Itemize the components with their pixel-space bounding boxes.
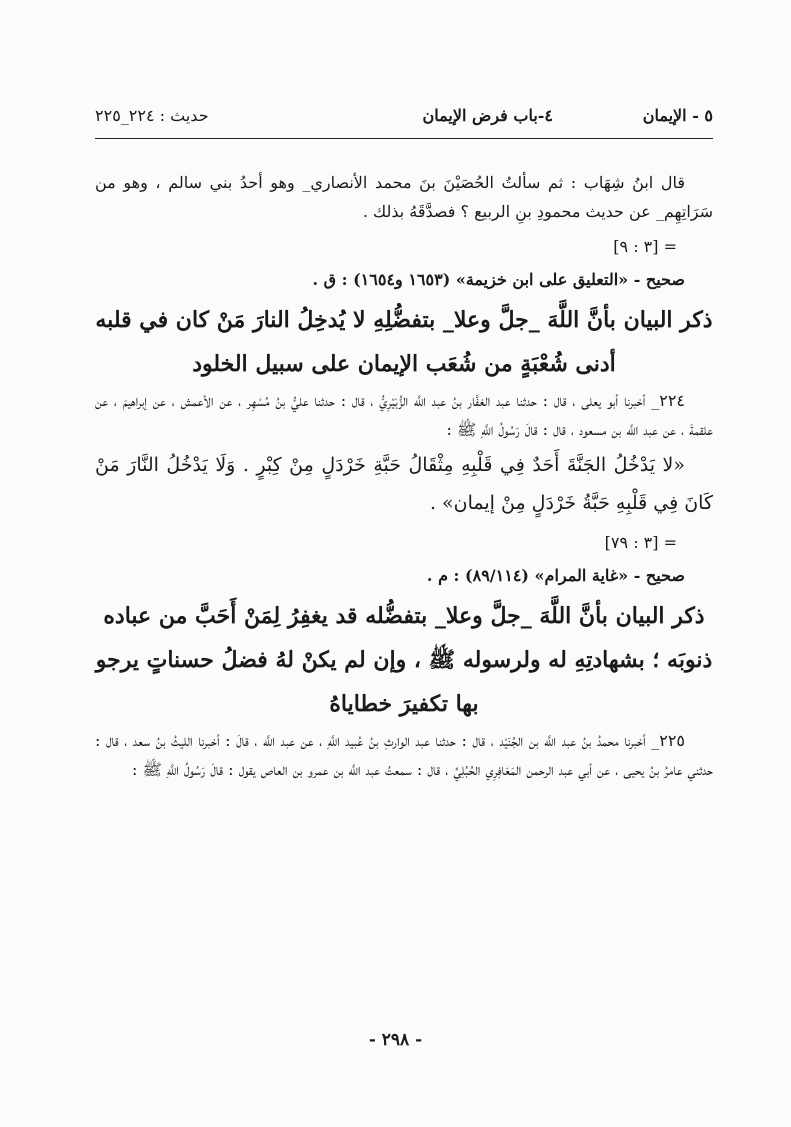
header-section: ٤-باب فرض الإيمان: [422, 106, 553, 125]
chapter-heading: ذكر البيان بأنَّ اللَّهَ _جلَّ وعلا_ بتفضُّلِهِ لا يُدخِلُ النارَ مَنْ كان في قلبه أدنى شُعْبَةٍ من شُعَب الإيمان على سبيل الخلود: [95, 307, 713, 377]
authenticity-grade: صحيح - «التعليق على ابن خزيمة» (١٦٥٣ و١٦٥٤) : ق .: [312, 270, 685, 289]
header-divider: [95, 138, 713, 139]
cross-reference: = [٣ : ٧٩]: [604, 533, 677, 552]
authenticity-grade: صحيح - «غاية المرام» (٨٩/١١٤) : م .: [426, 566, 685, 585]
chapter-heading: ذكر البيان بأنَّ اللَّهَ _جلَّ وعلا_ بتفضُّله قد يغفِرُ لِمَنْ أَحَبَّ من عباده ذنوبَه ؛ بشهادتِهِ له ولرسوله ﷺ ، وإن لم يكنْ لهُ فضلُ حسناتٍ يرجو بها تكفيرَ خطاياهُ: [95, 603, 713, 717]
page-body: [95, 168, 713, 784]
header-hadith-range: حديث : ٢٢٤_٢٢٥: [95, 106, 209, 125]
header-chapter: ٥ - الإيمان: [642, 106, 713, 125]
cross-reference: = [٣ : ٩]: [613, 237, 677, 256]
running-header: [95, 106, 713, 130]
hadith-text: «لا يَدْخُلُ الجَنَّةَ أَحَدٌ فِي قَلْبِهِ مِثْقَالُ حَبَّةِ خَرْدَلٍ مِنْ كِبْرٍ . وَلَا يَدْخُلُ النَّارَ مَنْ كَانَ فِي قَلْبِهِ حَبَّةُ خَرْدَلٍ مِنْ إيمان» .: [95, 454, 713, 514]
hadith-chain: ٢٢٤_ أخبرنا أبو يعلى ، قال : حدثنا عبد الغفَّار بنُ عبد اللَّه الزُّبَيْرِيُّ ، قال : حدثنا عليُّ بنُ مُسْهِر ، عن الأعمش ، عن إبراهيمَ ، عن علقمةَ ، عن عبد اللَّه بن مسعود ، قال : قالَ رَسُولُ اللَّهِ ﷺ :: [95, 391, 713, 439]
hadith-chain: ٢٢٥_ أخبرنا محمدُ بنُ عبد اللَّه بن الجُنَيْد ، قال : حدثنا عبد الوارثِ بنُ عُبيد اللَّهِ ، عن عبد اللَّه ، قالَ : أخبرنا الليثُ بنُ سعد ، قال : حدثني عامرُ بنُ يحيى ، عن أبي عبد الرحمن المَعَافِرِي الحُبُلِيِّ ، قال : سمعتُ عبد اللَّه بن عمرو بن العاص يقول : قالَ رَسُولُ اللَّهِ ﷺ :: [95, 731, 713, 779]
paragraph-narration: قال ابنُ شِهَاب : ثم سألتُ الحُصَيْنَ بنَ محمد الأنصاري_ وهو أحدُ بني سالم ، وهو من سَرَاتِهِم_ عن حديث محمودِ بنِ الربيع ؟ فصدَّقَهُ بذلك .: [95, 173, 713, 221]
page-number: - ٢٩٨ -: [368, 1030, 423, 1050]
